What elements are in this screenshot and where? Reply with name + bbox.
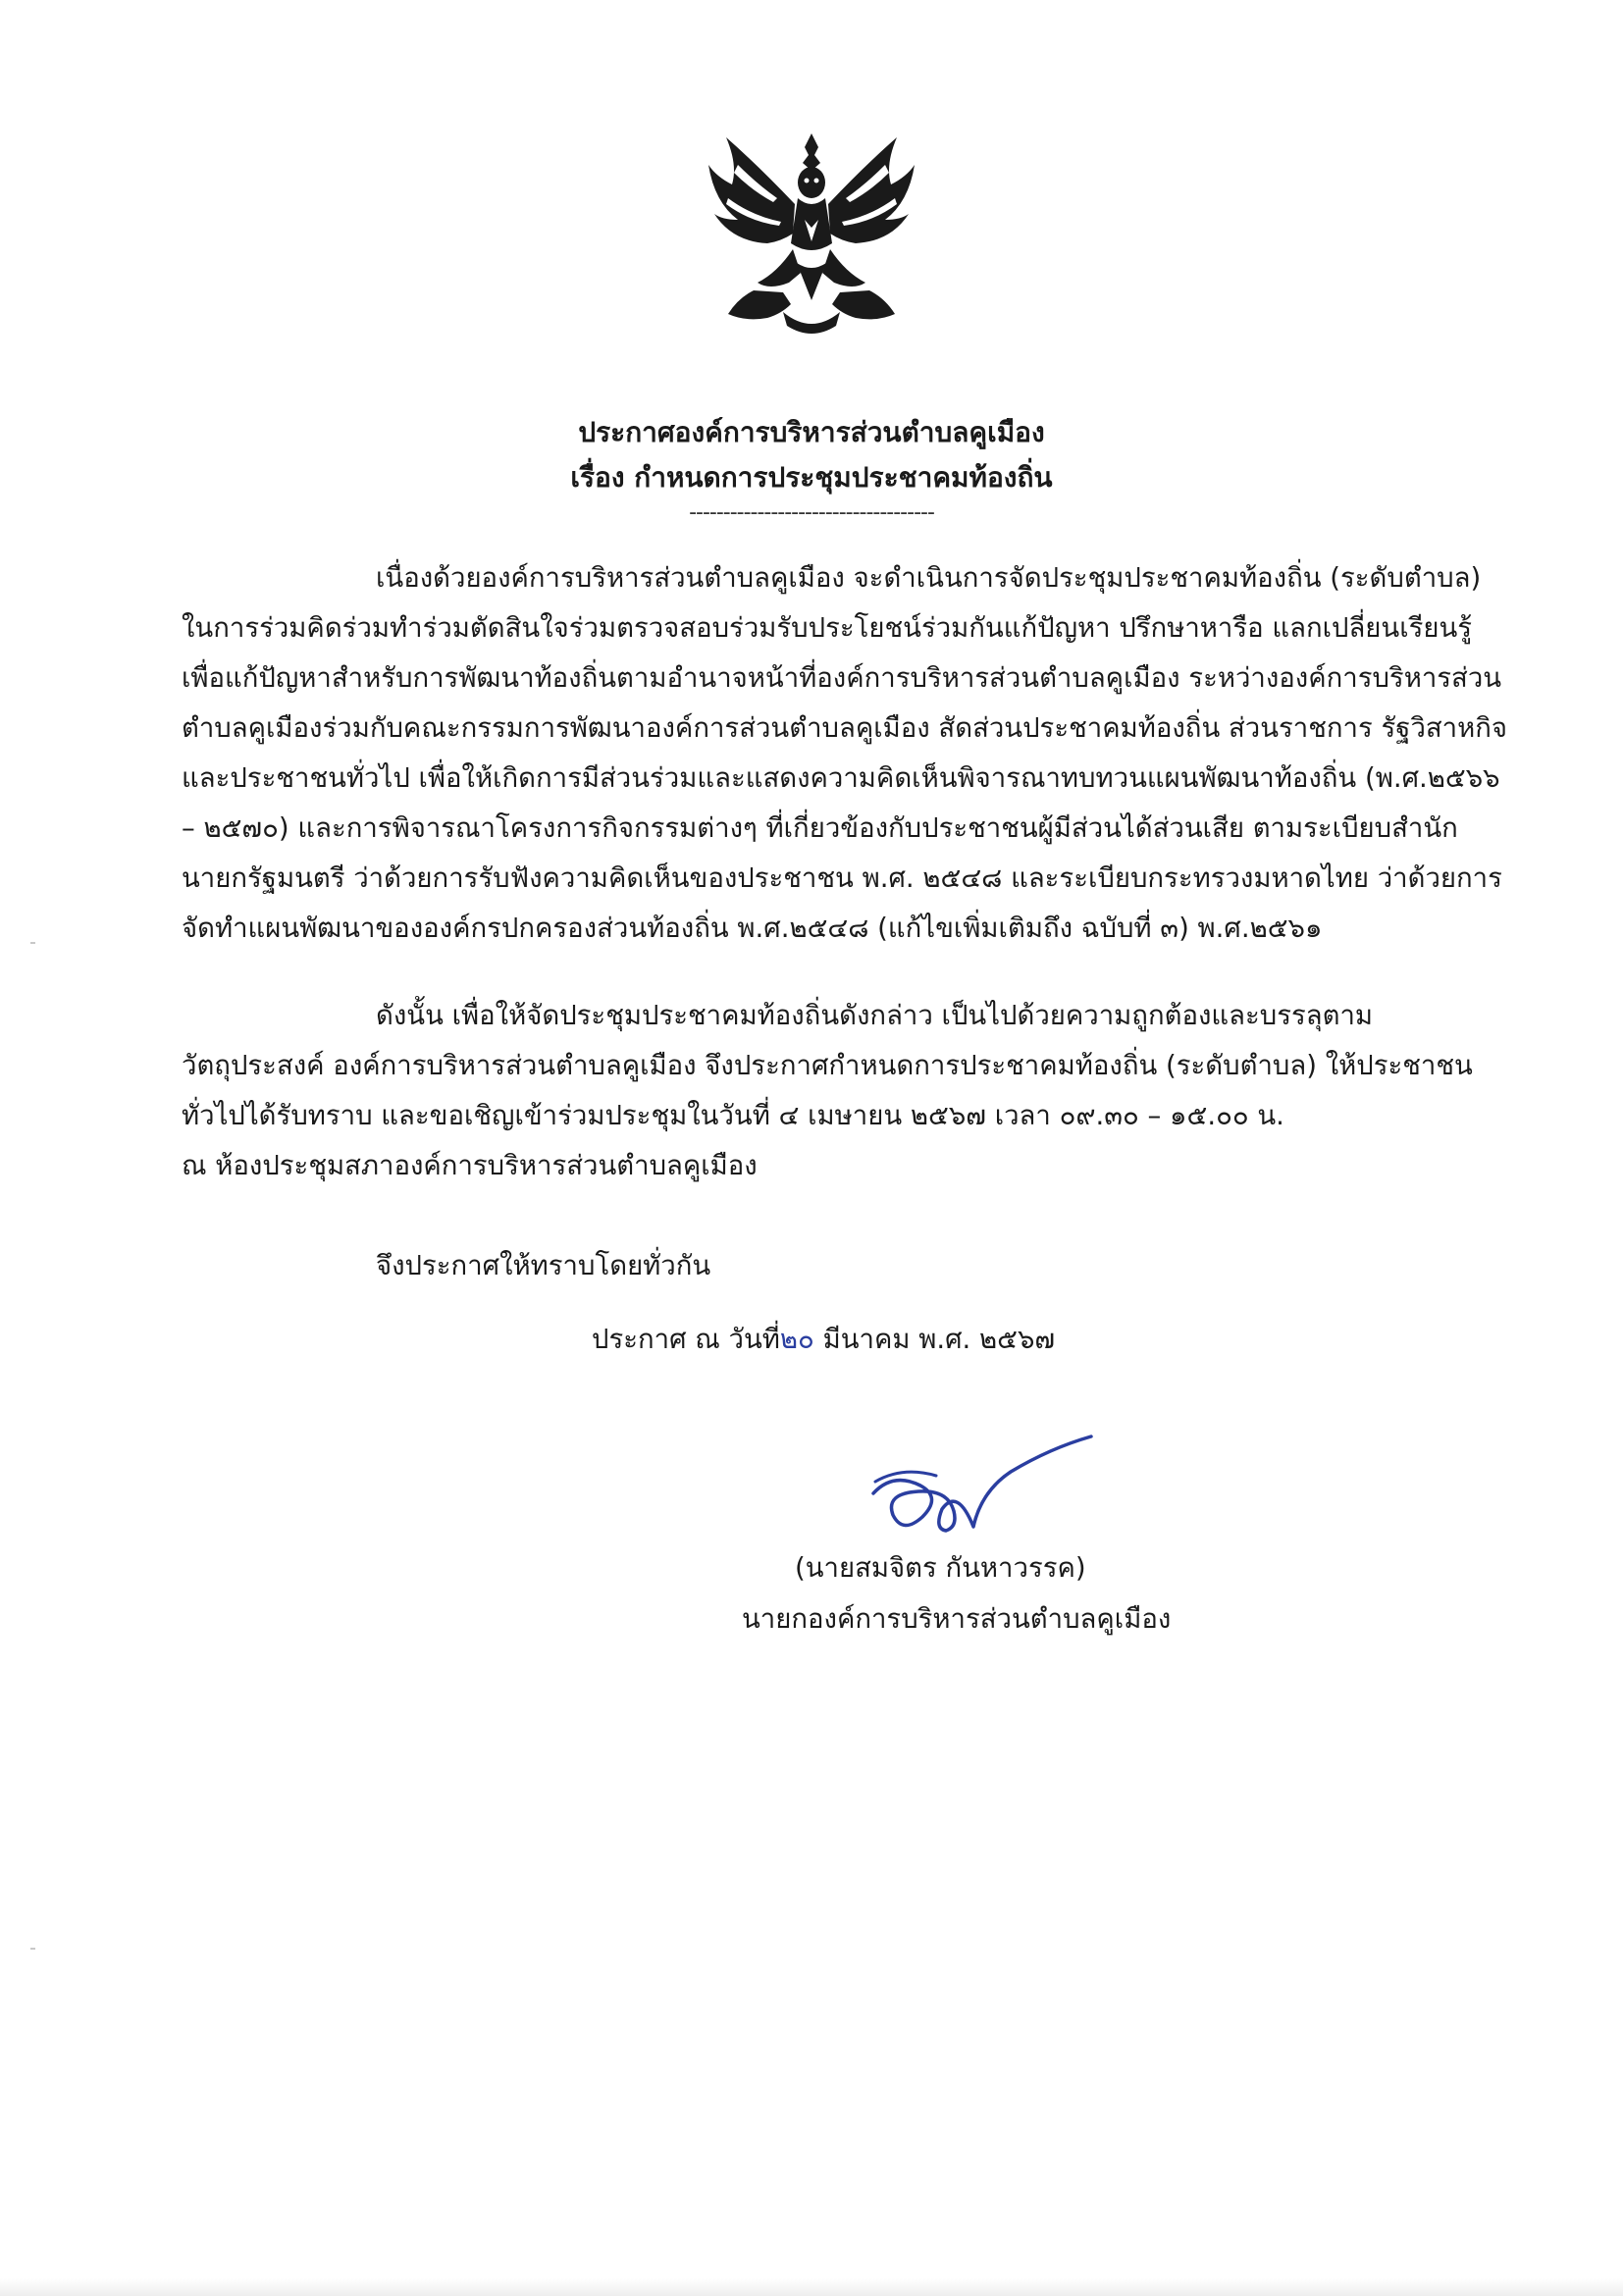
paragraph-meeting-details: [182, 991, 1496, 1191]
paragraph-line: ทั่วไปได้รับทราบ และขอเชิญเข้าร่วมประชุมในวันที่ ๔ เมษายน ๒๕๖๗ เวลา ๐๙.๓๐ – ๑๕.๐๐ น.: [182, 1100, 1284, 1131]
garuda-emblem-icon: [699, 126, 924, 341]
closing-statement: จึงประกาศให้ทราบโดยทั่วกัน: [376, 1250, 711, 1281]
paragraph-line: วัตถุประสงค์ องค์การบริหารส่วนตำบลคูเมือง จึงประกาศกำหนดการประชาคมท้องถิ่น (ระดับตำบล) ให้ประชาชน: [182, 1050, 1473, 1081]
paragraph-line: จัดทำแผนพัฒนาขององค์กรปกครองส่วนท้องถิ่น พ.ศ.๒๕๔๘ (แก้ไขเพิ่มเติมถึง ฉบับที่ ๓) พ.ศ.๒๕๖๑: [182, 913, 1323, 944]
paragraph-line: – ๒๕๗๐) และการพิจารณาโครงการกิจกรรมต่างๆ ที่เกี่ยวข้องกับประชาชนผู้มีส่วนได้ส่วนเสีย ตามระเบียบสำนัก: [182, 812, 1458, 844]
announcement-title: ประกาศองค์การบริหารส่วนตำบลคูเมือง: [578, 416, 1045, 448]
title-divider: ------------------------------------: [689, 500, 934, 525]
scan-margin-mark: [30, 942, 35, 944]
paragraph-line: ตำบลคูเมืองร่วมกับคณะกรรมการพัฒนาองค์การส่วนตำบลคูเมือง สัดส่วนประชาคมท้องถิ่น ส่วนราชการ รัฐวิสาหกิจ: [182, 712, 1508, 744]
paragraph-background: [182, 553, 1508, 954]
paragraph-line: เนื่องด้วยองค์การบริหารส่วนตำบลคูเมือง จะดำเนินการจัดประชุมประชาคมท้องถิ่น (ระดับตำบล): [376, 562, 1482, 594]
scan-margin-mark: [30, 1948, 35, 1950]
paragraph-line: และประชาชนทั่วไป เพื่อให้เกิดการมีส่วนร่วมและแสดงความคิดเห็นพิจารณาทบทวนแผนพัฒนาท้องถิ่น (พ.ศ.๒๕๖๖: [182, 762, 1500, 794]
dateline-day-handwritten: ๒๐: [779, 1324, 814, 1355]
dateline-suffix: มีนาคม พ.ศ. ๒๕๖๗: [813, 1324, 1056, 1355]
paragraph-line: เพื่อแก้ปัญหาสำหรับการพัฒนาท้องถิ่นตามอำนาจหน้าที่องค์การบริหารส่วนตำบลคูเมือง ระหว่างองค์การบริหารส่วน: [182, 662, 1502, 694]
paragraph-line: นายกรัฐมนตรี ว่าด้วยการรับฟังความคิดเห็นของประชาชน พ.ศ. ๒๕๔๘ และระเบียบกระทรวงมหาดไทย ว่าด้วยการ: [182, 862, 1502, 894]
dateline-prefix: ประกาศ ณ วันที่: [592, 1324, 780, 1355]
handwritten-signature-icon: [864, 1433, 1099, 1540]
paragraph-line: ในการร่วมคิดร่วมทำร่วมตัดสินใจร่วมตรวจสอบร่วมรับประโยชน์ร่วมกันแก้ปัญหา ปรึกษาหารือ แลกเปลี่ยนเรียนรู้: [182, 612, 1473, 644]
scan-bottom-edge: [0, 2278, 1623, 2296]
paragraph-line: ดังนั้น เพื่อให้จัดประชุมประชาคมท้องถิ่นดังกล่าว เป็นไปด้วยความถูกต้องและบรรลุตาม: [376, 1000, 1374, 1031]
signatory-position-text: นายกองค์การบริหารส่วนตำบลคูเมือง: [742, 1603, 1172, 1635]
paragraph-line: ณ ห้องประชุมสภาองค์การบริหารส่วนตำบลคูเมือง: [182, 1150, 758, 1181]
announcement-subject: เรื่อง กำหนดการประชุมประชาคมท้องถิ่น: [570, 461, 1053, 494]
signatory-name-text: (นายสมจิตร กันหาวรรค): [795, 1552, 1086, 1584]
announcement-heading: [0, 410, 1623, 526]
